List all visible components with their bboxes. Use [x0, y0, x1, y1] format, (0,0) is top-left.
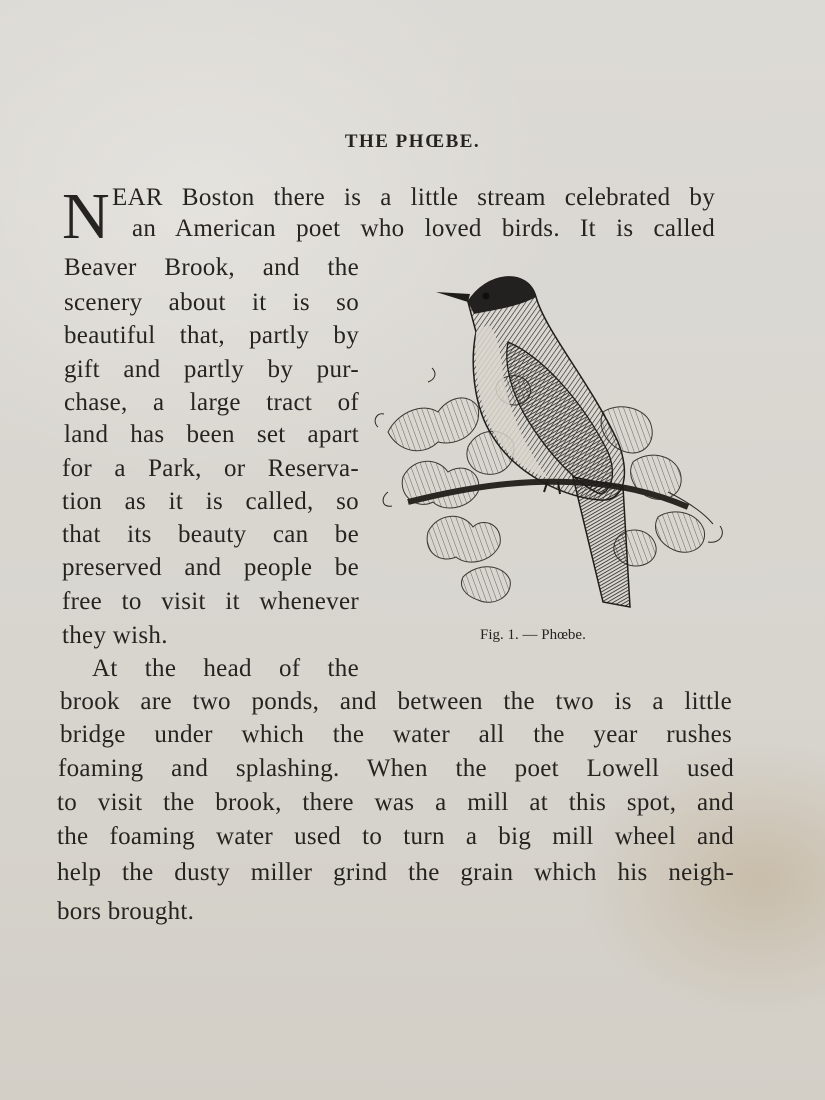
drop-cap: N	[62, 180, 110, 253]
text-line: the foaming water used to turn a big mill wheel and	[57, 823, 734, 850]
text-line: an American poet who loved birds. It is called	[132, 215, 715, 242]
text-line: beautiful that, partly by	[64, 322, 359, 349]
text-line: they wish.	[62, 622, 168, 649]
text-line: bridge under which the water all the year rushes	[60, 721, 732, 748]
text-line: help the dusty miller grind the grain which his neigh-	[57, 859, 734, 886]
text-line: EAR Boston there is a little stream celebrated by	[112, 184, 715, 211]
text-line: preserved and people be	[62, 554, 359, 581]
text-line: tion as it is called, so	[62, 488, 359, 515]
text-line: scenery about it is so	[64, 289, 359, 316]
text-line: foaming and splashing. When the poet Lowell used	[58, 755, 734, 782]
phoebe-bird-engraving	[368, 262, 733, 622]
text-line: for a Park, or Reserva-	[62, 455, 359, 482]
figure-caption: Fig. 1. — Phœbe.	[480, 627, 586, 643]
text-line: to visit the brook, there was a mill at this spot, and	[57, 789, 734, 816]
text-line: At the head of the	[92, 655, 359, 682]
text-line: that its beauty can be	[62, 521, 359, 548]
text-line: Beaver Brook, and the	[64, 254, 359, 281]
page-title: THE PHŒBE.	[344, 131, 481, 152]
text-line: brook are two ponds, and between the two is a little	[60, 688, 732, 715]
text-line: gift and partly by pur-	[64, 356, 359, 383]
text-line: chase, a large tract of	[64, 389, 359, 416]
text-line: land has been set apart	[64, 421, 359, 448]
text-line: free to visit it whenever	[62, 588, 359, 615]
text-line: bors brought.	[57, 898, 195, 925]
